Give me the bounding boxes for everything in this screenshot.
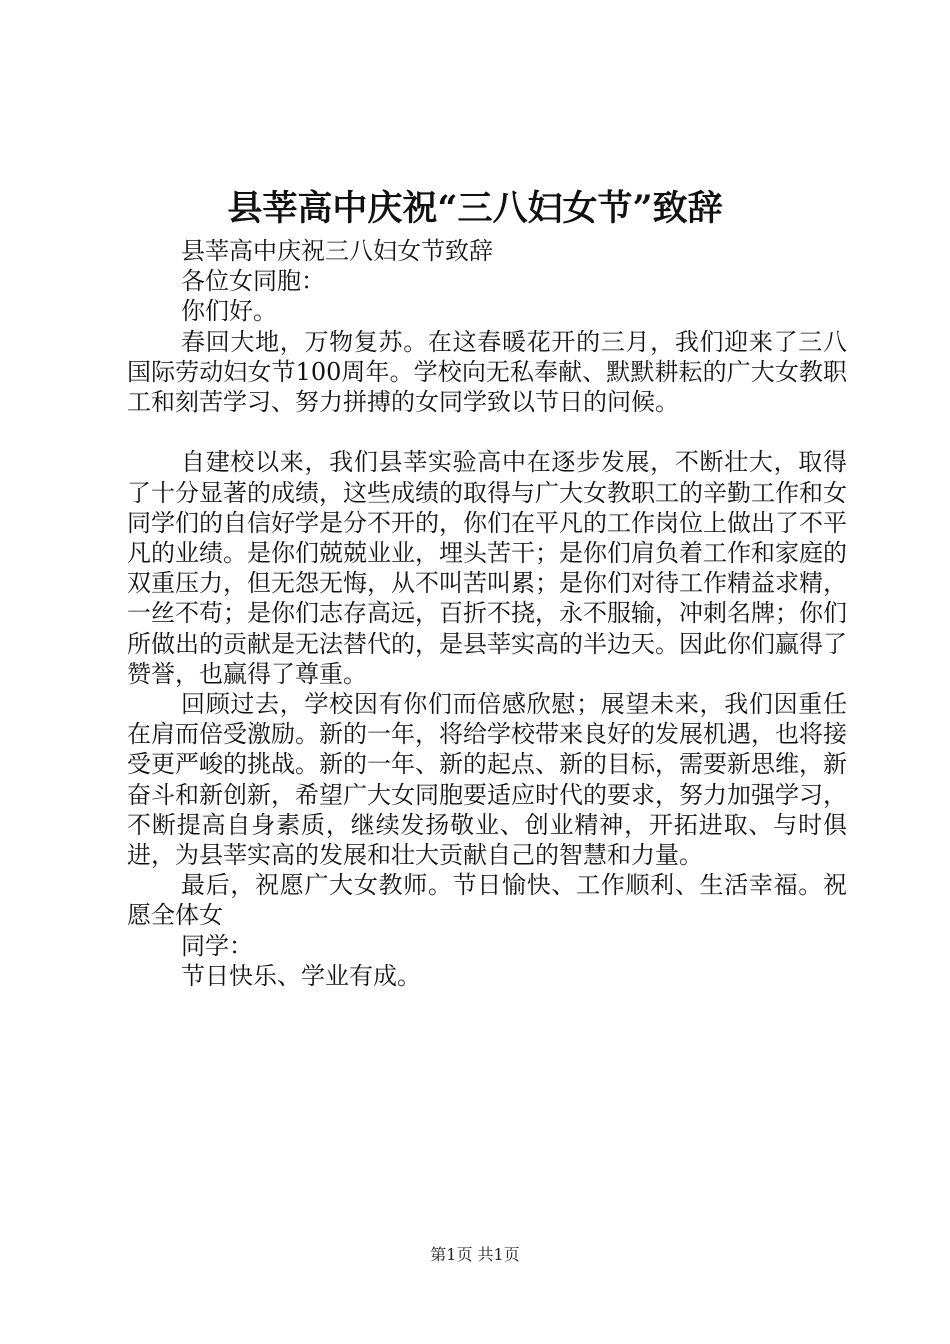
paragraph-2: 自建校以来，我们县莘实验高中在逐步发展，不断壮大，取得了十分显著的成绩，这些成绩的取得与广大女教职工的辛勤工作和女同学们的自信好学是分不开的，你们在平凡的工作岗位上做出了不平凡的业绩。是你们兢兢业业，埋头苦干；是你们肩负着工作和家庭的双重压力，但无怨无悔，从不叫苦叫累；是你们对待工作精益求精，一丝不苟；是你们志存高远，百折不挠，永不服输，冲刺名牌；你们所做出的贡献是无法替代的，是县莘实高的半边天。因此你们赢得了赞誉，也赢得了尊重。 (127, 448, 847, 688)
greeting-line: 你们好。 (181, 297, 277, 326)
paragraph-spacer (127, 417, 847, 447)
paragraph-3: 回顾过去，学校因有你们而倍感欣慰；展望未来，我们因重任在肩而倍受激励。新的一年，将给学校带来良好的发展机遇，也将接受更严峻的挑战。新的一年、新的起点、新的目标，需要新思维，新奋斗和新创新，希望广大女同胞要适应时代的要求，努力加强学习，不断提高自身素质，继续发扬敬业、创业精神，开拓进取、与时俱进，为县莘实高的发展和壮大贡献自己的智慧和力量。 (127, 690, 847, 870)
closing-line-2: 节日快乐、学业有成。 (181, 961, 421, 990)
salutation-line: 各位女同胞： (181, 267, 325, 296)
paragraph-4: 最后，祝愿广大女教师。节日愉快、工作顺利、生活幸福。祝愿全体女 (127, 871, 847, 930)
document-title: 县莘高中庆祝“三八妇女节”致辞 (227, 188, 723, 229)
closing-line-1: 同学： (181, 931, 253, 960)
paragraph-1: 春回大地，万物复苏。在这春暖花开的三月，我们迎来了三八国际劳动妇女节100周年。学校向无私奉献、默默耕耘的广大女教职工和刻苦学习、努力拼搏的女同学致以节日的问候。 (127, 327, 847, 417)
subtitle-line: 县莘高中庆祝三八妇女节致辞 (181, 237, 493, 265)
page-footer: 第1页 共1页 (430, 1245, 520, 1264)
document-body (127, 236, 847, 991)
